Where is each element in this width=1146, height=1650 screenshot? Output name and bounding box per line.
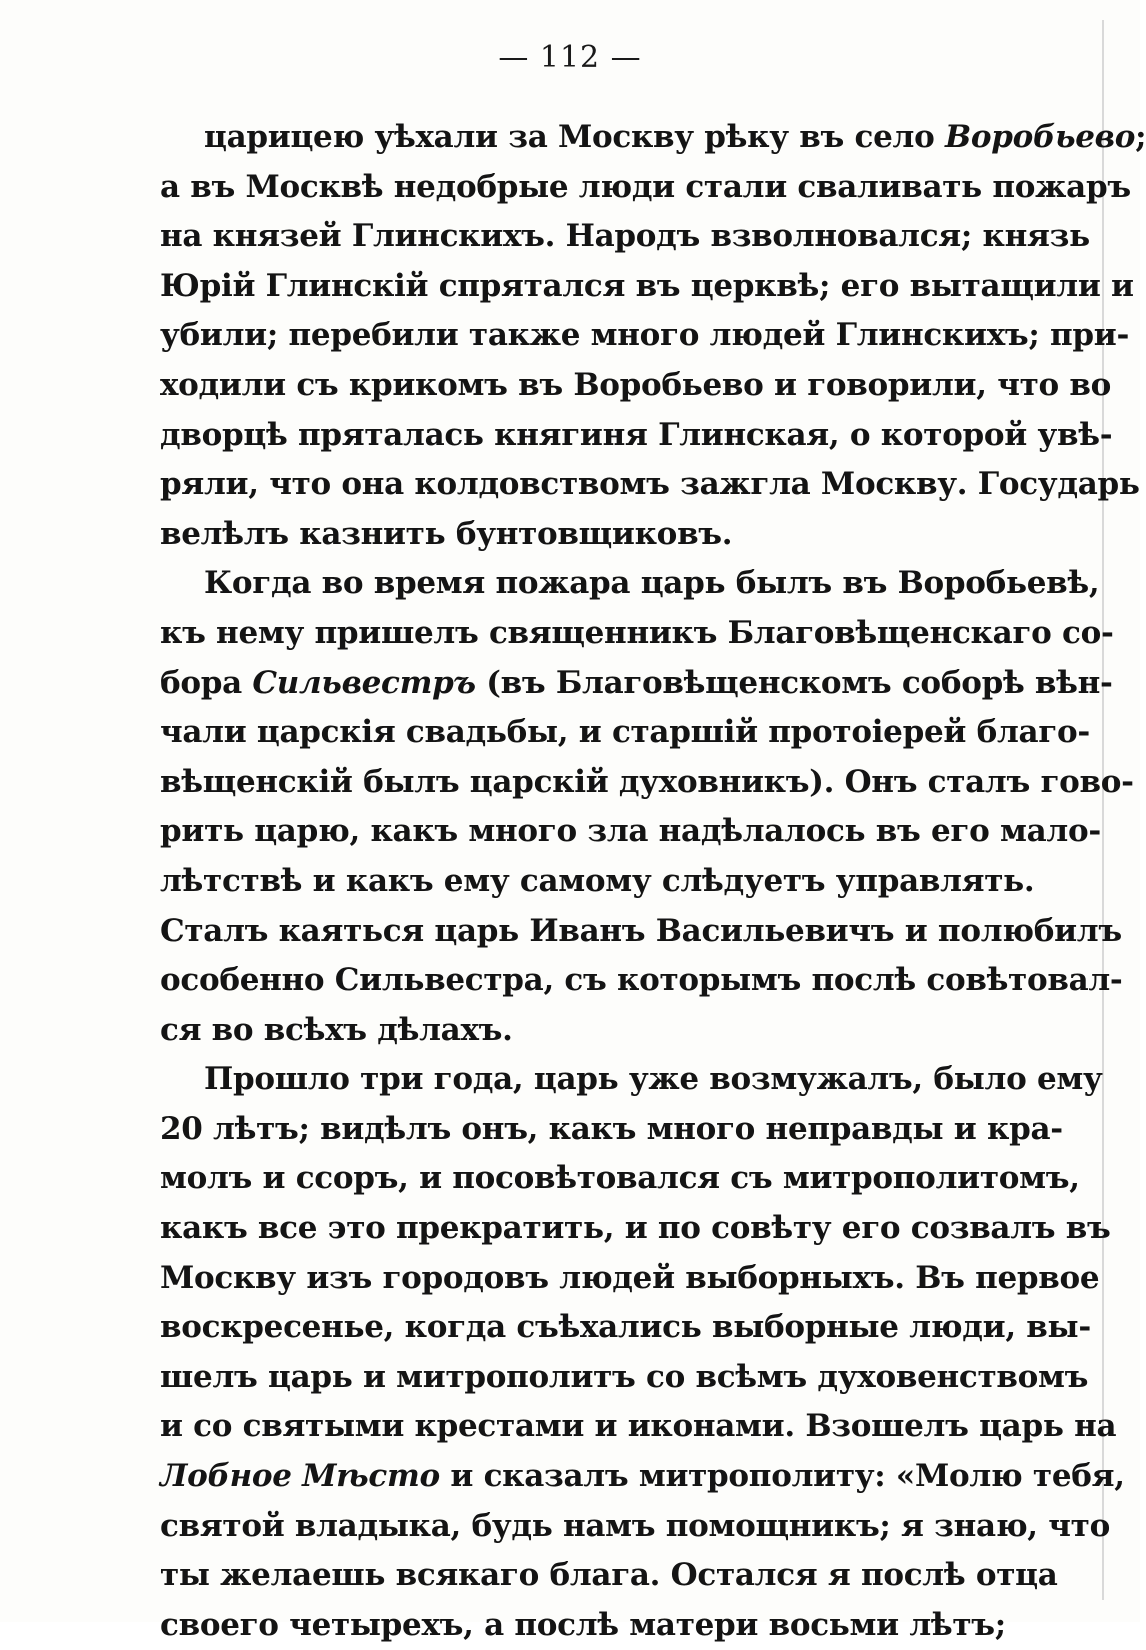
text-line	[160, 212, 1090, 262]
text-run: Москву изъ городовъ людей выборныхъ. Въ первое	[160, 1259, 1100, 1296]
text-run: и со святыми крестами и иконами. Взошелъ царь на	[160, 1408, 1117, 1445]
text-line	[160, 1105, 1063, 1155]
text-line	[160, 1055, 1103, 1105]
text-line	[160, 1502, 1110, 1552]
text-line	[160, 163, 1131, 213]
text-run: дворцѣ пряталась княгиня Глинская, о которой увѣ-	[160, 416, 1113, 453]
text-run: чали царскія свадьбы, и старшій протоіерей благо-	[160, 714, 1090, 751]
text-line	[160, 361, 1111, 411]
text-line	[160, 311, 1130, 361]
text-line	[160, 609, 1114, 659]
text-run: ;	[1135, 119, 1146, 155]
text-line	[160, 956, 1123, 1006]
text-run: царицею уѣхали за Москву рѣку въ село	[204, 119, 945, 155]
text-run: 20 лѣтъ; видѣлъ онъ, какъ много неправды и кра-	[160, 1110, 1063, 1147]
text-run: къ нему пришелъ священникъ Благовѣщенскаго со-	[160, 614, 1114, 651]
text-line	[160, 907, 1122, 957]
text-run: лѣтствѣ и какъ ему самому слѣдуетъ управлять.	[160, 862, 1035, 899]
text-run: рить царю, какъ много зла надѣлалось въ его мало-	[160, 813, 1101, 850]
text-run: а въ Москвѣ недобрые люди стали сваливать пожаръ	[160, 168, 1131, 205]
text-run: (въ Благовѣщенскомъ соборѣ вѣн-	[475, 664, 1113, 701]
italic-term: Лобное Мѣсто	[160, 1458, 440, 1495]
body-text	[160, 113, 1146, 1650]
text-line	[160, 1452, 1125, 1502]
text-run: святой владыка, будь намъ помощникъ; я знаю, что	[160, 1507, 1110, 1544]
page-number: — 112 —	[498, 40, 642, 75]
text-line	[160, 1551, 1058, 1601]
text-run: молъ и ссоръ, и посовѣтовался съ митрополитомъ,	[160, 1160, 1080, 1197]
text-run: ходили съ крикомъ въ Воробьево и говорили, что во	[160, 366, 1111, 403]
text-line	[160, 411, 1113, 461]
text-run: велѣлъ казнить бунтовщиковъ.	[160, 515, 733, 552]
text-run: бора	[160, 664, 253, 701]
text-run: вѣщенскій былъ царскій духовникъ). Онъ сталъ гово-	[160, 763, 1134, 800]
text-run: ты желаешь всякаго блага. Остался я послѣ отца	[160, 1557, 1058, 1594]
text-run: шелъ царь и митрополитъ со всѣмъ духовенствомъ	[160, 1358, 1089, 1395]
text-line	[160, 1254, 1100, 1304]
text-line	[160, 1303, 1091, 1353]
text-run: воскресенье, когда съѣхались выборные люди, вы-	[160, 1309, 1091, 1346]
text-run: Когда во время пожара царь былъ въ Воробьевѣ,	[204, 565, 1100, 602]
text-line	[160, 1402, 1117, 1452]
italic-term: Сильвестръ	[252, 664, 476, 701]
italic-term: Воробьево	[944, 119, 1136, 155]
text-run: какъ все это прекратить, и по совѣту его созвалъ въ	[160, 1210, 1111, 1247]
text-run: и сказалъ митрополиту: «Молю тебя,	[439, 1458, 1125, 1495]
text-run: Юрій Глинскій спрятался въ церквѣ; его вытащили и	[160, 267, 1134, 304]
text-line	[160, 1353, 1089, 1403]
text-line	[160, 1601, 1010, 1650]
text-run: ряли, что она колдовствомъ зажгла Москву. Государь	[160, 466, 1140, 503]
text-line	[160, 510, 1010, 560]
text-line	[160, 460, 1140, 510]
text-line	[160, 807, 1101, 857]
text-run: на князей Глинскихъ. Народъ взволновался; князь	[160, 218, 1090, 255]
text-line	[160, 758, 1134, 808]
text-run: своего четырехъ, а послѣ матери восьми лѣтъ;	[160, 1606, 1006, 1643]
text-line	[160, 1204, 1111, 1254]
text-line	[160, 659, 1113, 709]
paragraph	[160, 113, 1146, 559]
text-run: ся во всѣхъ дѣлахъ.	[160, 1011, 513, 1048]
page-edge-shadow	[1102, 20, 1104, 1600]
text-line	[160, 262, 1134, 312]
text-line	[160, 113, 1146, 163]
text-line	[160, 1154, 1080, 1204]
text-run: Сталъ каяться царь Иванъ Васильевичъ и полюбилъ	[160, 912, 1122, 949]
paragraph	[160, 559, 1134, 1055]
text-line	[160, 708, 1090, 758]
paragraph	[160, 1055, 1125, 1650]
text-line	[160, 1006, 1010, 1056]
text-line	[160, 559, 1100, 609]
text-line	[160, 857, 1035, 907]
text-run: особенно Сильвестра, съ которымъ послѣ совѣтовал-	[160, 962, 1123, 999]
text-run: Прошло три года, царь уже возмужалъ, было ему	[204, 1061, 1103, 1098]
text-run: убили; перебили также много людей Глинскихъ; при-	[160, 317, 1130, 354]
